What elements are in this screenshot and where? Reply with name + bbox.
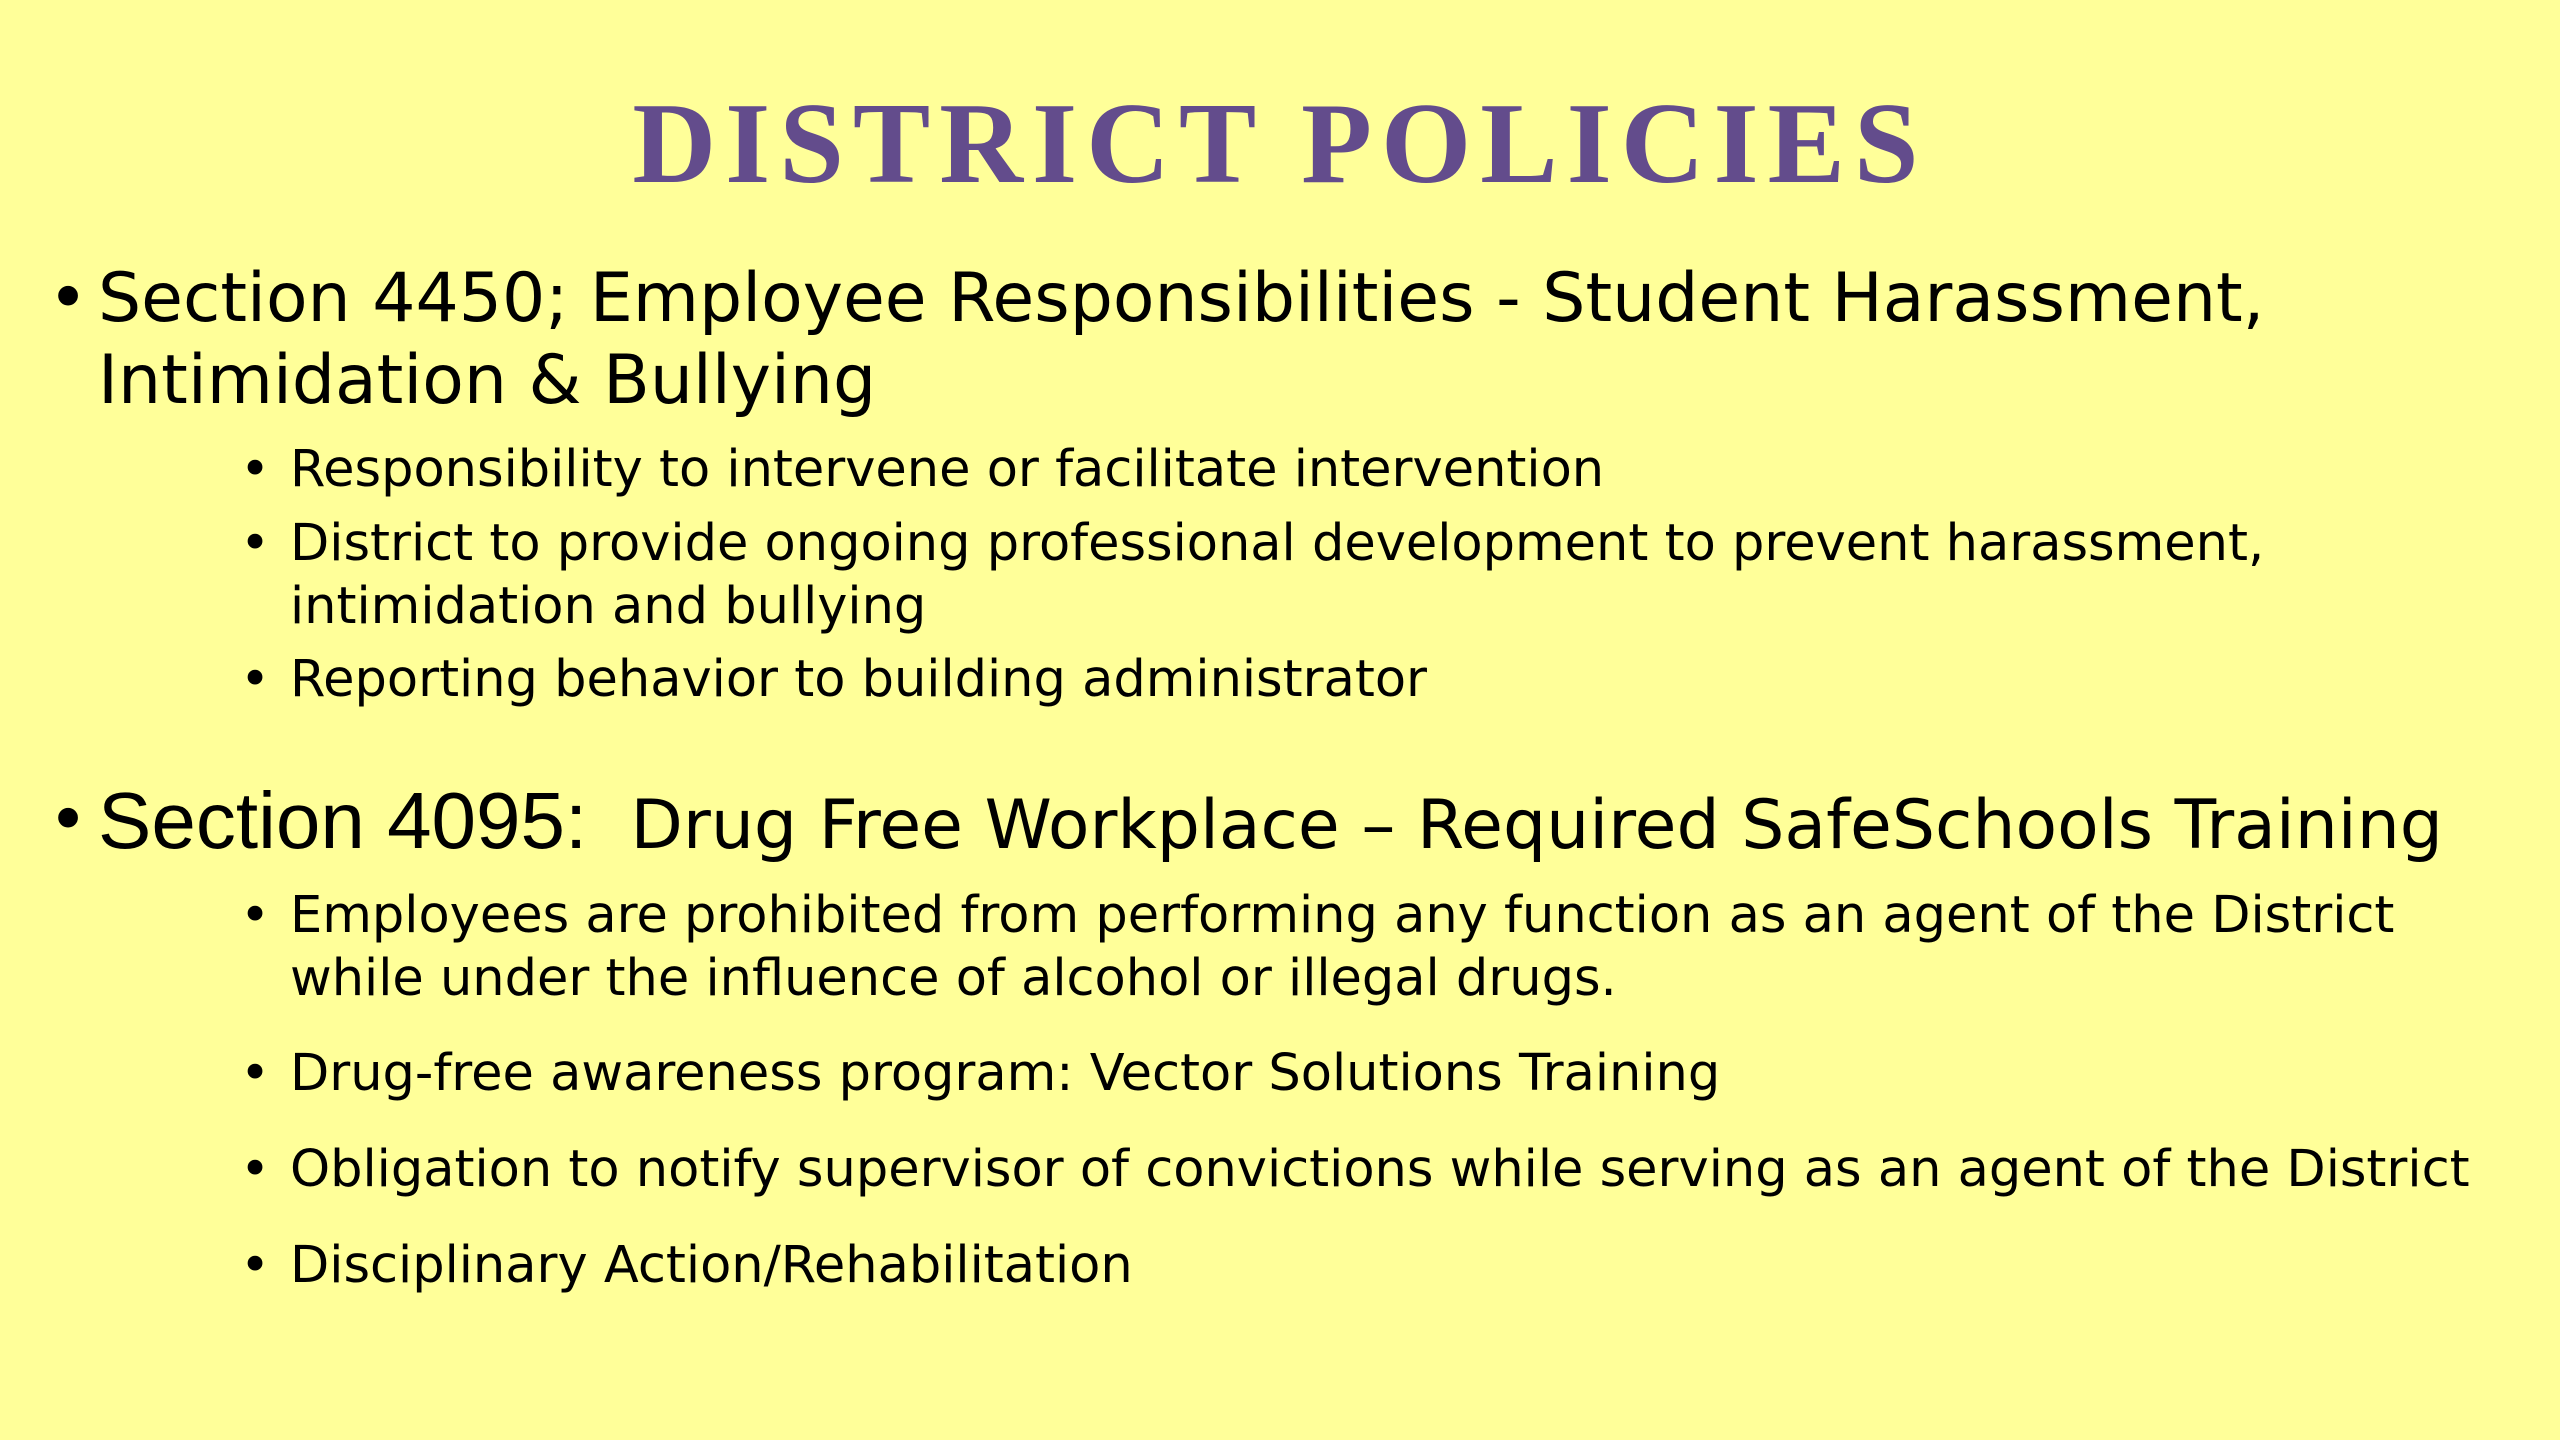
- bullet-icon: •: [48, 259, 89, 338]
- section-4095-heading: [48, 776, 2508, 867]
- slide-title: DISTRICT POLICIES: [632, 80, 1928, 208]
- list-item-text: District to provide ongoing professional development to prevent harassment, intimidation and bullying: [290, 514, 2265, 636]
- bullet-icon: •: [240, 1236, 271, 1295]
- bullet-icon: •: [240, 440, 271, 499]
- list-item-text: Responsibility to intervene or facilitate intervention: [290, 440, 1605, 499]
- section-title: Drug Free Workplace – Required SafeSchools Training: [630, 786, 2443, 865]
- list-item: [240, 512, 2530, 638]
- bullet-icon: •: [240, 1044, 271, 1103]
- list-item-text: Disciplinary Action/Rehabilitation: [290, 1236, 1133, 1295]
- section-4450-heading: [48, 258, 2508, 422]
- section-heading-text: [98, 776, 2508, 867]
- list-item-text: Employees are prohibited from performing any function as an agent of the District while under the influence of alcohol or illegal drugs.: [290, 886, 2395, 1008]
- list-item-text: Obligation to notify supervisor of convictions while serving as an agent of the District: [290, 1140, 2470, 1199]
- bullet-icon: •: [240, 1140, 271, 1199]
- list-item-text: Reporting behavior to building administrator: [290, 650, 1428, 709]
- section-code: Section 4095:: [98, 776, 588, 865]
- bullet-icon: •: [240, 886, 271, 945]
- bullet-icon: •: [48, 781, 89, 860]
- list-item: [240, 1042, 2530, 1105]
- list-item: [240, 438, 2530, 501]
- bullet-icon: •: [240, 650, 271, 709]
- section-heading-text: Section 4450; Employee Responsibilities - Student Harassment, Intimidation & Bullying: [98, 259, 2265, 420]
- bullet-icon: •: [240, 514, 271, 573]
- list-item: [240, 648, 2530, 711]
- list-item: [240, 1234, 2530, 1297]
- list-item: [240, 884, 2530, 1010]
- list-item-text: Drug-free awareness program: Vector Solutions Training: [290, 1044, 1721, 1103]
- list-item: [240, 1138, 2530, 1201]
